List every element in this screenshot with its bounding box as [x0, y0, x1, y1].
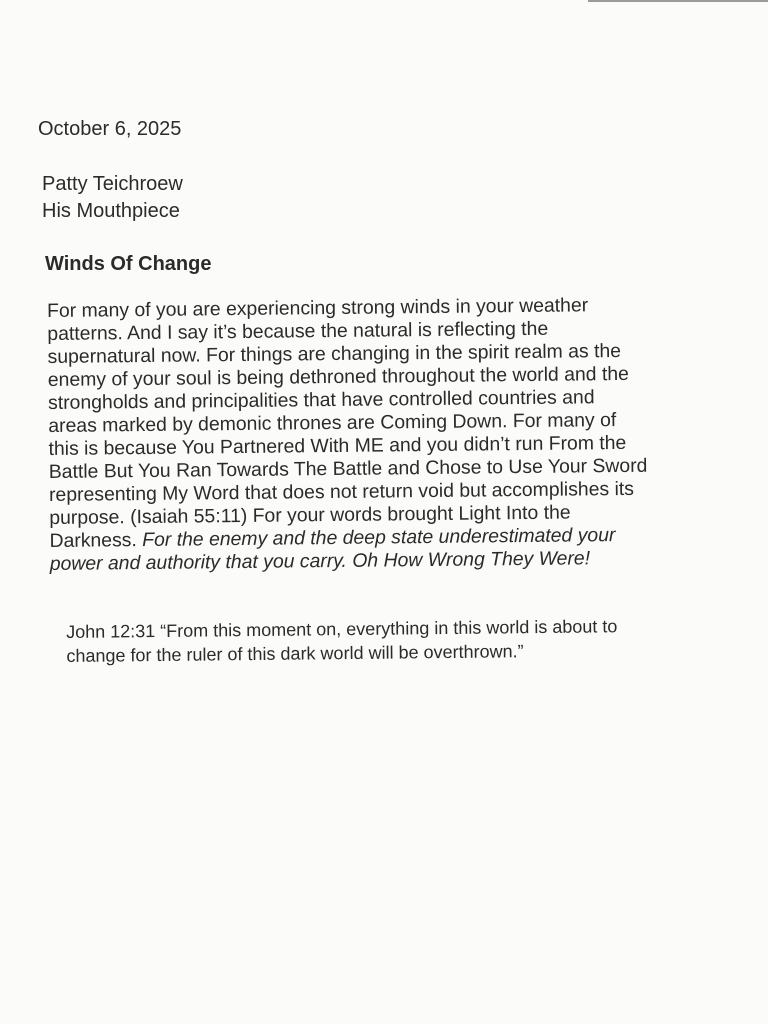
body-line: patterns. And I say it’s because the natural is reflecting the [47, 317, 549, 345]
body-line: strongholds and principalities that have controlled countries and [47, 386, 595, 414]
page-edge-line [588, 0, 768, 2]
scripture-line: John 12:31 “From this moment on, everything in this world is about to [66, 616, 618, 642]
body-line: purpose. (Isaiah 55:11) For your words brought Light Into the [49, 501, 571, 529]
body-line-italic: power and authority that you carry. Oh How Wrong They Were! [49, 547, 591, 575]
body-line-plain-part: Darkness. [49, 529, 137, 552]
author-role: His Mouthpiece [42, 200, 180, 222]
body-line: enemy of your soul is being dethroned throughout the world and the [47, 362, 629, 391]
author-name: Patty Teichroew [42, 173, 183, 195]
document-title: Winds Of Change [45, 253, 212, 275]
body-line-italic-part: For the enemy and the deep state underestimated your [136, 524, 616, 552]
author-block [42, 171, 183, 225]
scripture-quote [66, 613, 766, 668]
message-body [47, 292, 768, 576]
body-line: this is because You Partnered With ME and you didn’t run From the [48, 431, 627, 460]
body-line: representing My Word that does not return void but accomplishes its [48, 477, 635, 506]
body-line: supernatural now. For things are changing in the spirit realm as the [47, 339, 622, 368]
body-line: areas marked by demonic thrones are Coming Down. For many of [48, 409, 617, 437]
document-date: October 6, 2025 [38, 118, 182, 140]
scripture-line: change for the ruler of this dark world will be overthrown.” [66, 641, 524, 666]
body-line: Battle But You Ran Towards The Battle and Chose to Use Your Sword [48, 454, 648, 483]
body-line: For many of you are experiencing strong winds in your weather [47, 294, 589, 322]
